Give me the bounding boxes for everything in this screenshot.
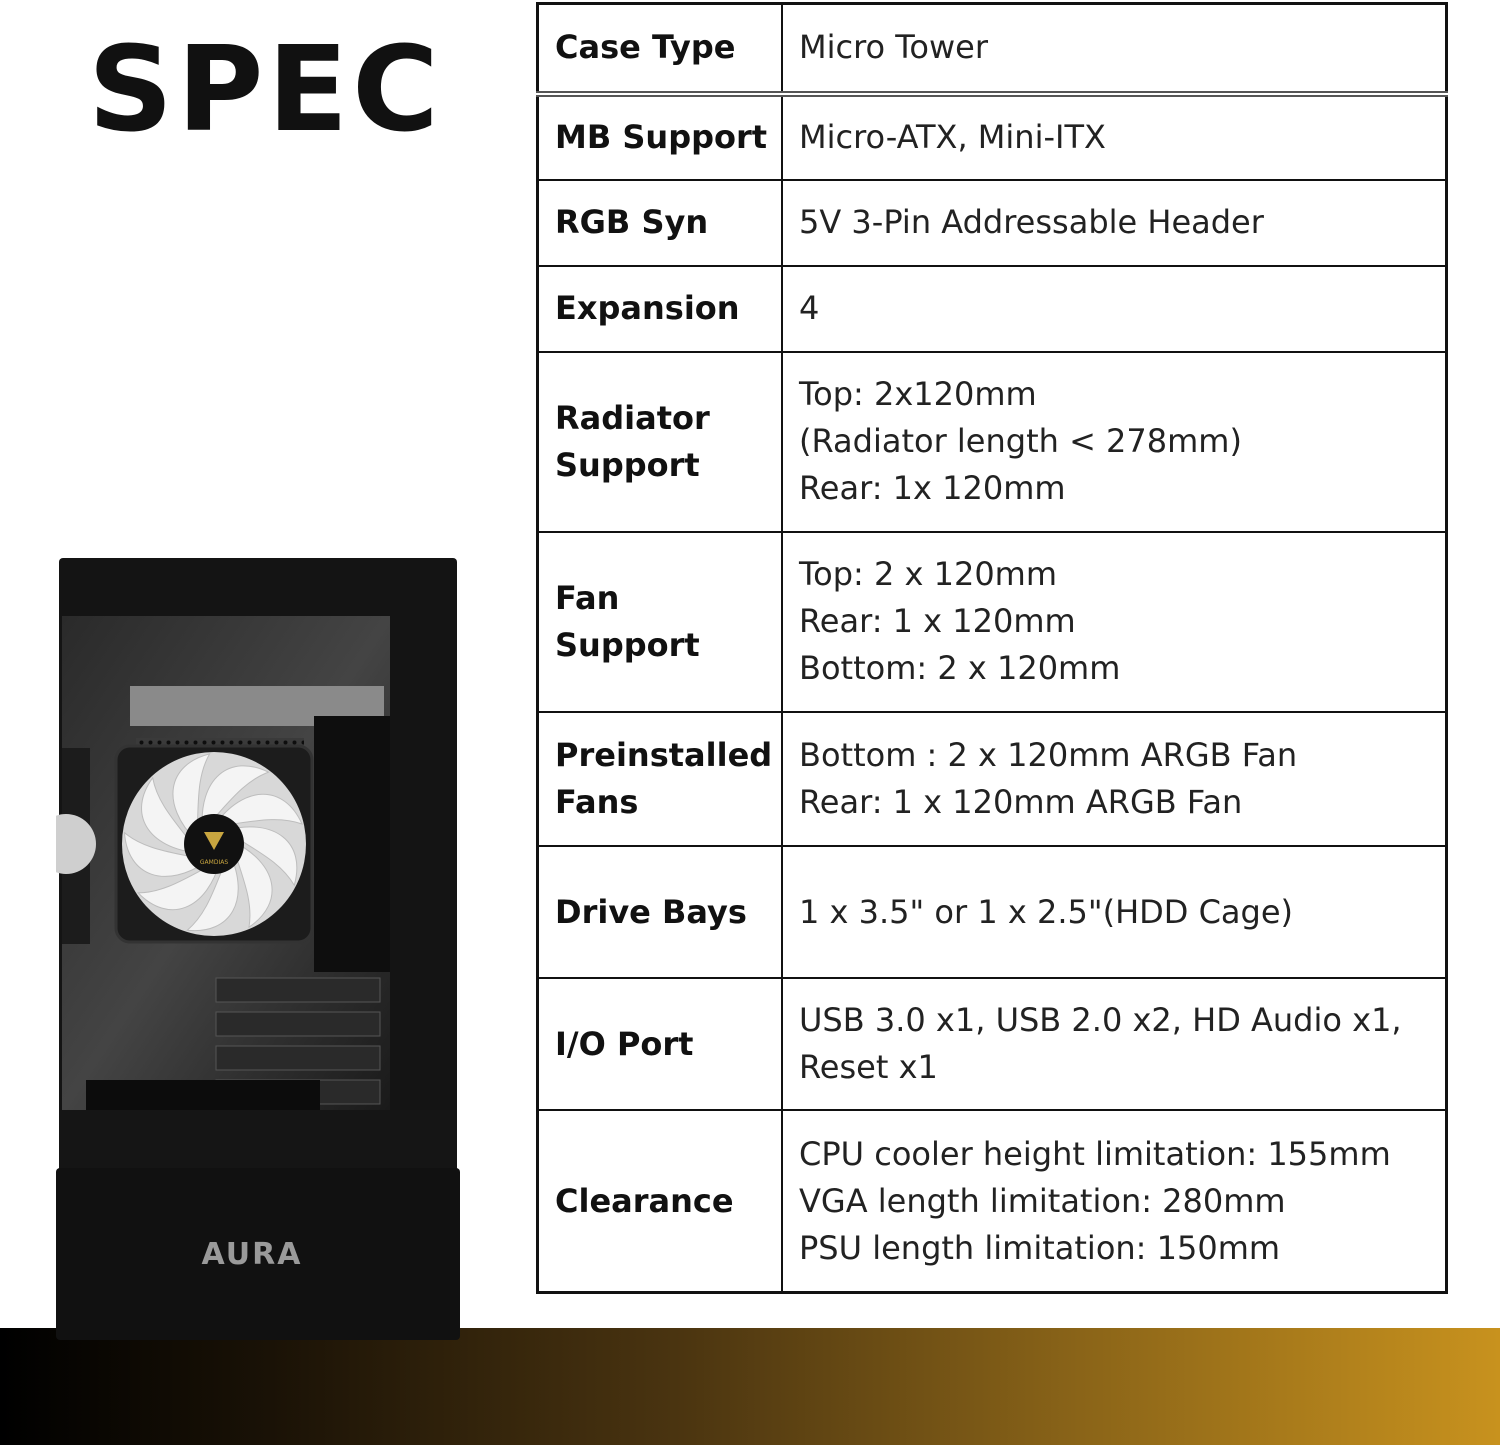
spec-value-line: Bottom : 2 x 120mm ARGB Fan [799, 736, 1298, 775]
spec-label-line: I/O Port [555, 1024, 694, 1063]
pc-case-image [56, 558, 460, 1340]
spec-row [538, 4, 1447, 94]
spec-row [538, 712, 1447, 846]
spec-label [538, 846, 783, 978]
spec-value-line: Rear: 1 x 120mm [799, 602, 1076, 641]
spec-value [782, 846, 1447, 978]
spec-value [782, 4, 1447, 94]
spec-row [538, 94, 1447, 180]
spec-value [782, 532, 1447, 712]
spec-label-line: RGB Syn [555, 203, 709, 242]
spec-label [538, 1110, 783, 1292]
spec-label [538, 94, 783, 180]
brand-label: AURA [201, 1237, 303, 1272]
spec-label-line: Fan [555, 578, 620, 617]
spec-value-line: Micro-ATX, Mini-ITX [799, 118, 1106, 157]
spec-label-line: Radiator [555, 398, 710, 437]
spec-value [782, 712, 1447, 846]
spec-label-line: Fans [555, 783, 639, 822]
spec-row [538, 180, 1447, 266]
spec-label [538, 266, 783, 352]
spec-label [538, 712, 783, 846]
spec-row [538, 532, 1447, 712]
spec-label [538, 4, 783, 94]
spec-label-line: Drive Bays [555, 892, 747, 931]
spec-value [782, 266, 1447, 352]
spec-value-line: Rear: 1 x 120mm ARGB Fan [799, 783, 1243, 822]
spec-label-line: Support [555, 625, 700, 664]
spec-value-line: 4 [799, 289, 820, 328]
spec-row [538, 846, 1447, 978]
page-title: SPEC [88, 20, 443, 158]
spec-value [782, 94, 1447, 180]
spec-value-line: PSU length limitation: 150mm [799, 1228, 1281, 1267]
spec-value-line: Micro Tower [799, 28, 988, 67]
spec-row [538, 352, 1447, 532]
spec-value-line: 1 x 3.5" or 1 x 2.5"(HDD Cage) [799, 892, 1294, 931]
spec-value-line: VGA length limitation: 280mm [799, 1181, 1286, 1220]
spec-value [782, 1110, 1447, 1292]
spec-value [782, 978, 1447, 1110]
spec-value [782, 352, 1447, 532]
spec-value-line: Bottom: 2 x 120mm [799, 649, 1121, 688]
spec-label-line: MB Support [555, 118, 768, 157]
spec-value-line: Rear: 1x 120mm [799, 469, 1066, 508]
spec-value-line: 5V 3-Pin Addressable Header [799, 203, 1264, 242]
spec-value-line: Reset x1 [799, 1048, 938, 1087]
spec-label-line: Preinstalled [555, 736, 773, 775]
spec-label-line: Expansion [555, 289, 740, 328]
spec-row [538, 266, 1447, 352]
gold-gradient-band [0, 1328, 1500, 1445]
spec-label-line: Case Type [555, 28, 736, 67]
spec-value [782, 180, 1447, 266]
svg-text:GAMDIAS: GAMDIAS [199, 859, 229, 866]
spec-label [538, 978, 783, 1110]
spec-value-line: CPU cooler height limitation: 155mm [799, 1134, 1391, 1173]
spec-value-line: USB 3.0 x1, USB 2.0 x2, HD Audio x1, [799, 1001, 1402, 1040]
spec-value-line: (Radiator length < 278mm) [799, 422, 1242, 461]
spec-label-line: Support [555, 445, 700, 484]
spec-label [538, 532, 783, 712]
spec-value-line: Top: 2x120mm [799, 375, 1037, 414]
spec-label [538, 180, 783, 266]
spec-label [538, 352, 783, 532]
spec-label-line: Clearance [555, 1181, 734, 1220]
spec-value-line: Top: 2 x 120mm [799, 555, 1058, 594]
spec-row [538, 1110, 1447, 1292]
spec-table [536, 2, 1448, 1294]
spec-row [538, 978, 1447, 1110]
